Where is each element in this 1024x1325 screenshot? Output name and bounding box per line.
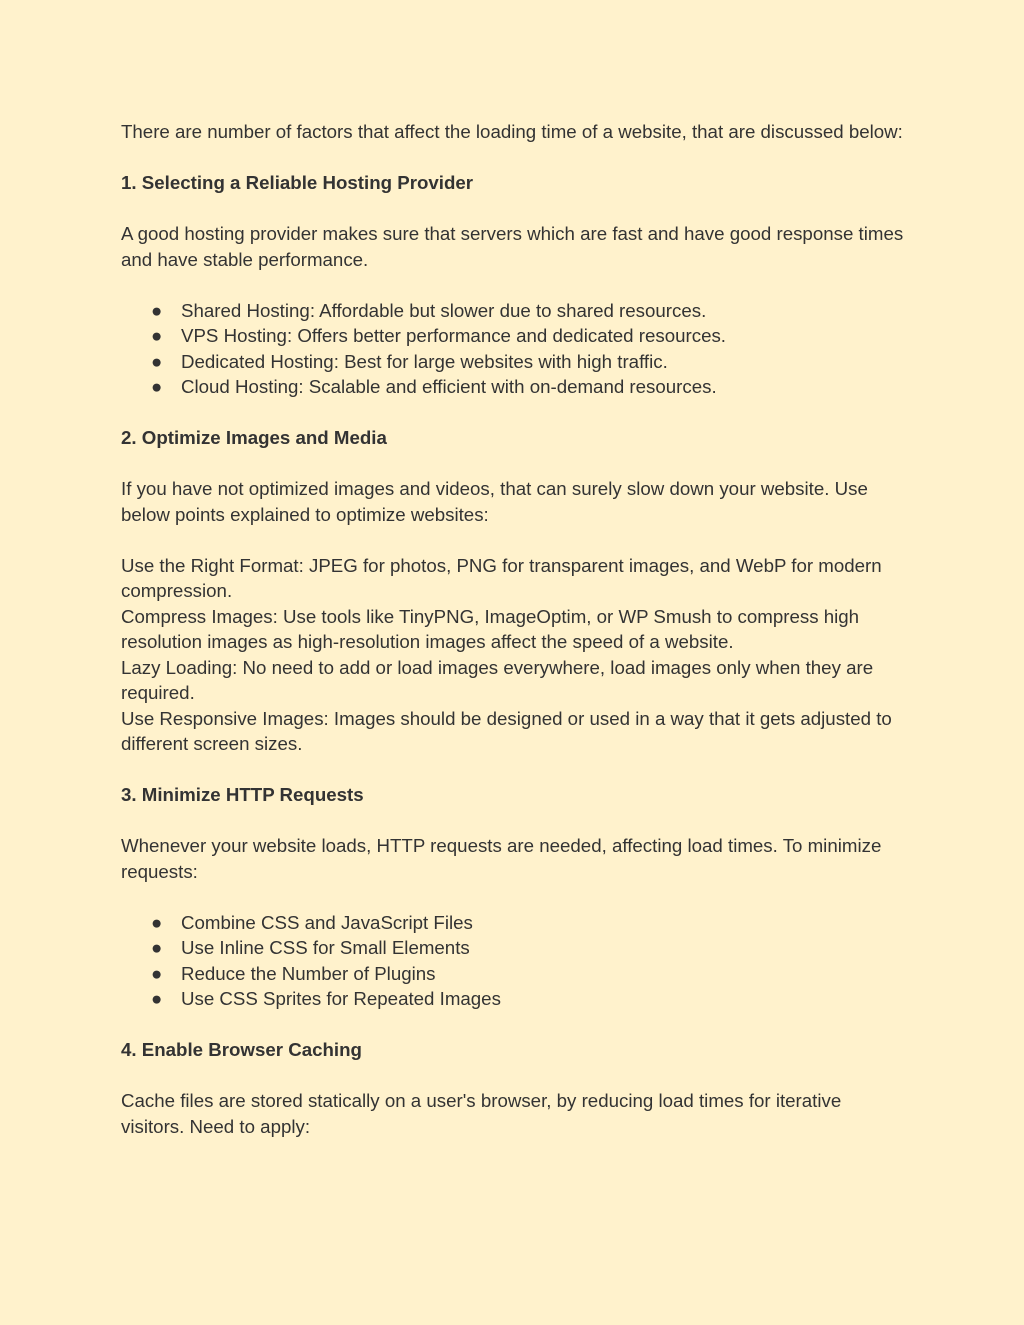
document-page (121, 119, 905, 1139)
spacer (121, 451, 905, 477)
http-list (121, 910, 905, 1012)
hosting-list (121, 298, 905, 400)
spacer (121, 145, 905, 171)
list-item (121, 349, 905, 375)
spacer (121, 884, 905, 910)
bullet-icon: ● (151, 911, 163, 933)
spacer (121, 1012, 905, 1038)
intro-paragraph: There are number of factors that affect the loading time of a website, that are discussed below: (121, 121, 903, 142)
section-paragraph-caching: Cache files are stored statically on a user's browser, by reducing load times for iterative visitors. Need to apply: (121, 1090, 842, 1137)
spacer (121, 1063, 905, 1089)
section-paragraph-http: Whenever your website loads, HTTP requests are needed, affecting load times. To minimize requests: (121, 835, 882, 882)
section-heading-hosting: 1. Selecting a Reliable Hosting Provider (121, 172, 474, 193)
section-heading-caching: 4. Enable Browser Caching (121, 1039, 362, 1060)
spacer (121, 808, 905, 834)
section-heading-images: 2. Optimize Images and Media (121, 427, 387, 448)
bullet-icon: ● (151, 988, 163, 1009)
list-item (121, 910, 905, 936)
spacer (121, 527, 905, 553)
spacer (121, 757, 905, 783)
list-item (121, 986, 905, 1012)
list-item-text: Reduce the Number of Plugins (181, 962, 436, 984)
image-tip-line: Compress Images: Use tools like TinyPNG, ImageOptim, or WP Smush to compress high resolution images as high-resolution images affect the speed of a website. (121, 605, 860, 652)
bullet-icon: ● (151, 376, 163, 397)
list-item-text: VPS Hosting: Offers better performance and dedicated resources. (181, 325, 726, 346)
bullet-icon: ● (151, 299, 163, 321)
list-item-text: Use Inline CSS for Small Elements (181, 937, 470, 958)
bullet-icon: ● (151, 350, 163, 372)
image-tip-line: Use the Right Format: JPEG for photos, PNG for transparent images, and WebP for modern compression. (121, 554, 882, 601)
list-item (121, 935, 905, 961)
list-item-text: Shared Hosting: Affordable but slower due to shared resources. (181, 299, 707, 321)
spacer (121, 400, 905, 426)
section-heading-http: 3. Minimize HTTP Requests (121, 784, 364, 805)
list-item (121, 323, 905, 349)
list-item-text: Combine CSS and JavaScript Files (181, 911, 473, 933)
bullet-icon: ● (151, 325, 163, 346)
list-item (121, 374, 905, 400)
list-item-text: Dedicated Hosting: Best for large websites with high traffic. (181, 350, 668, 372)
spacer (121, 196, 905, 222)
section-paragraph-images: If you have not optimized images and videos, that can surely slow down your website. Use below points explained to optimize websites: (121, 478, 868, 525)
list-item-text: Cloud Hosting: Scalable and efficient with on-demand resources. (181, 376, 717, 397)
list-item (121, 961, 905, 987)
spacer (121, 272, 905, 298)
list-item (121, 298, 905, 324)
bullet-icon: ● (151, 937, 163, 958)
image-tip-line: Lazy Loading: No need to add or load images everywhere, load images only when they are required. (121, 656, 874, 703)
list-item-text: Use CSS Sprites for Repeated Images (181, 988, 501, 1009)
section-paragraph-hosting: A good hosting provider makes sure that servers which are fast and have good response times and have stable performance. (121, 223, 904, 270)
bullet-icon: ● (151, 962, 163, 984)
image-tip-line: Use Responsive Images: Images should be designed or used in a way that it gets adjusted to different screen sizes. (121, 707, 892, 754)
